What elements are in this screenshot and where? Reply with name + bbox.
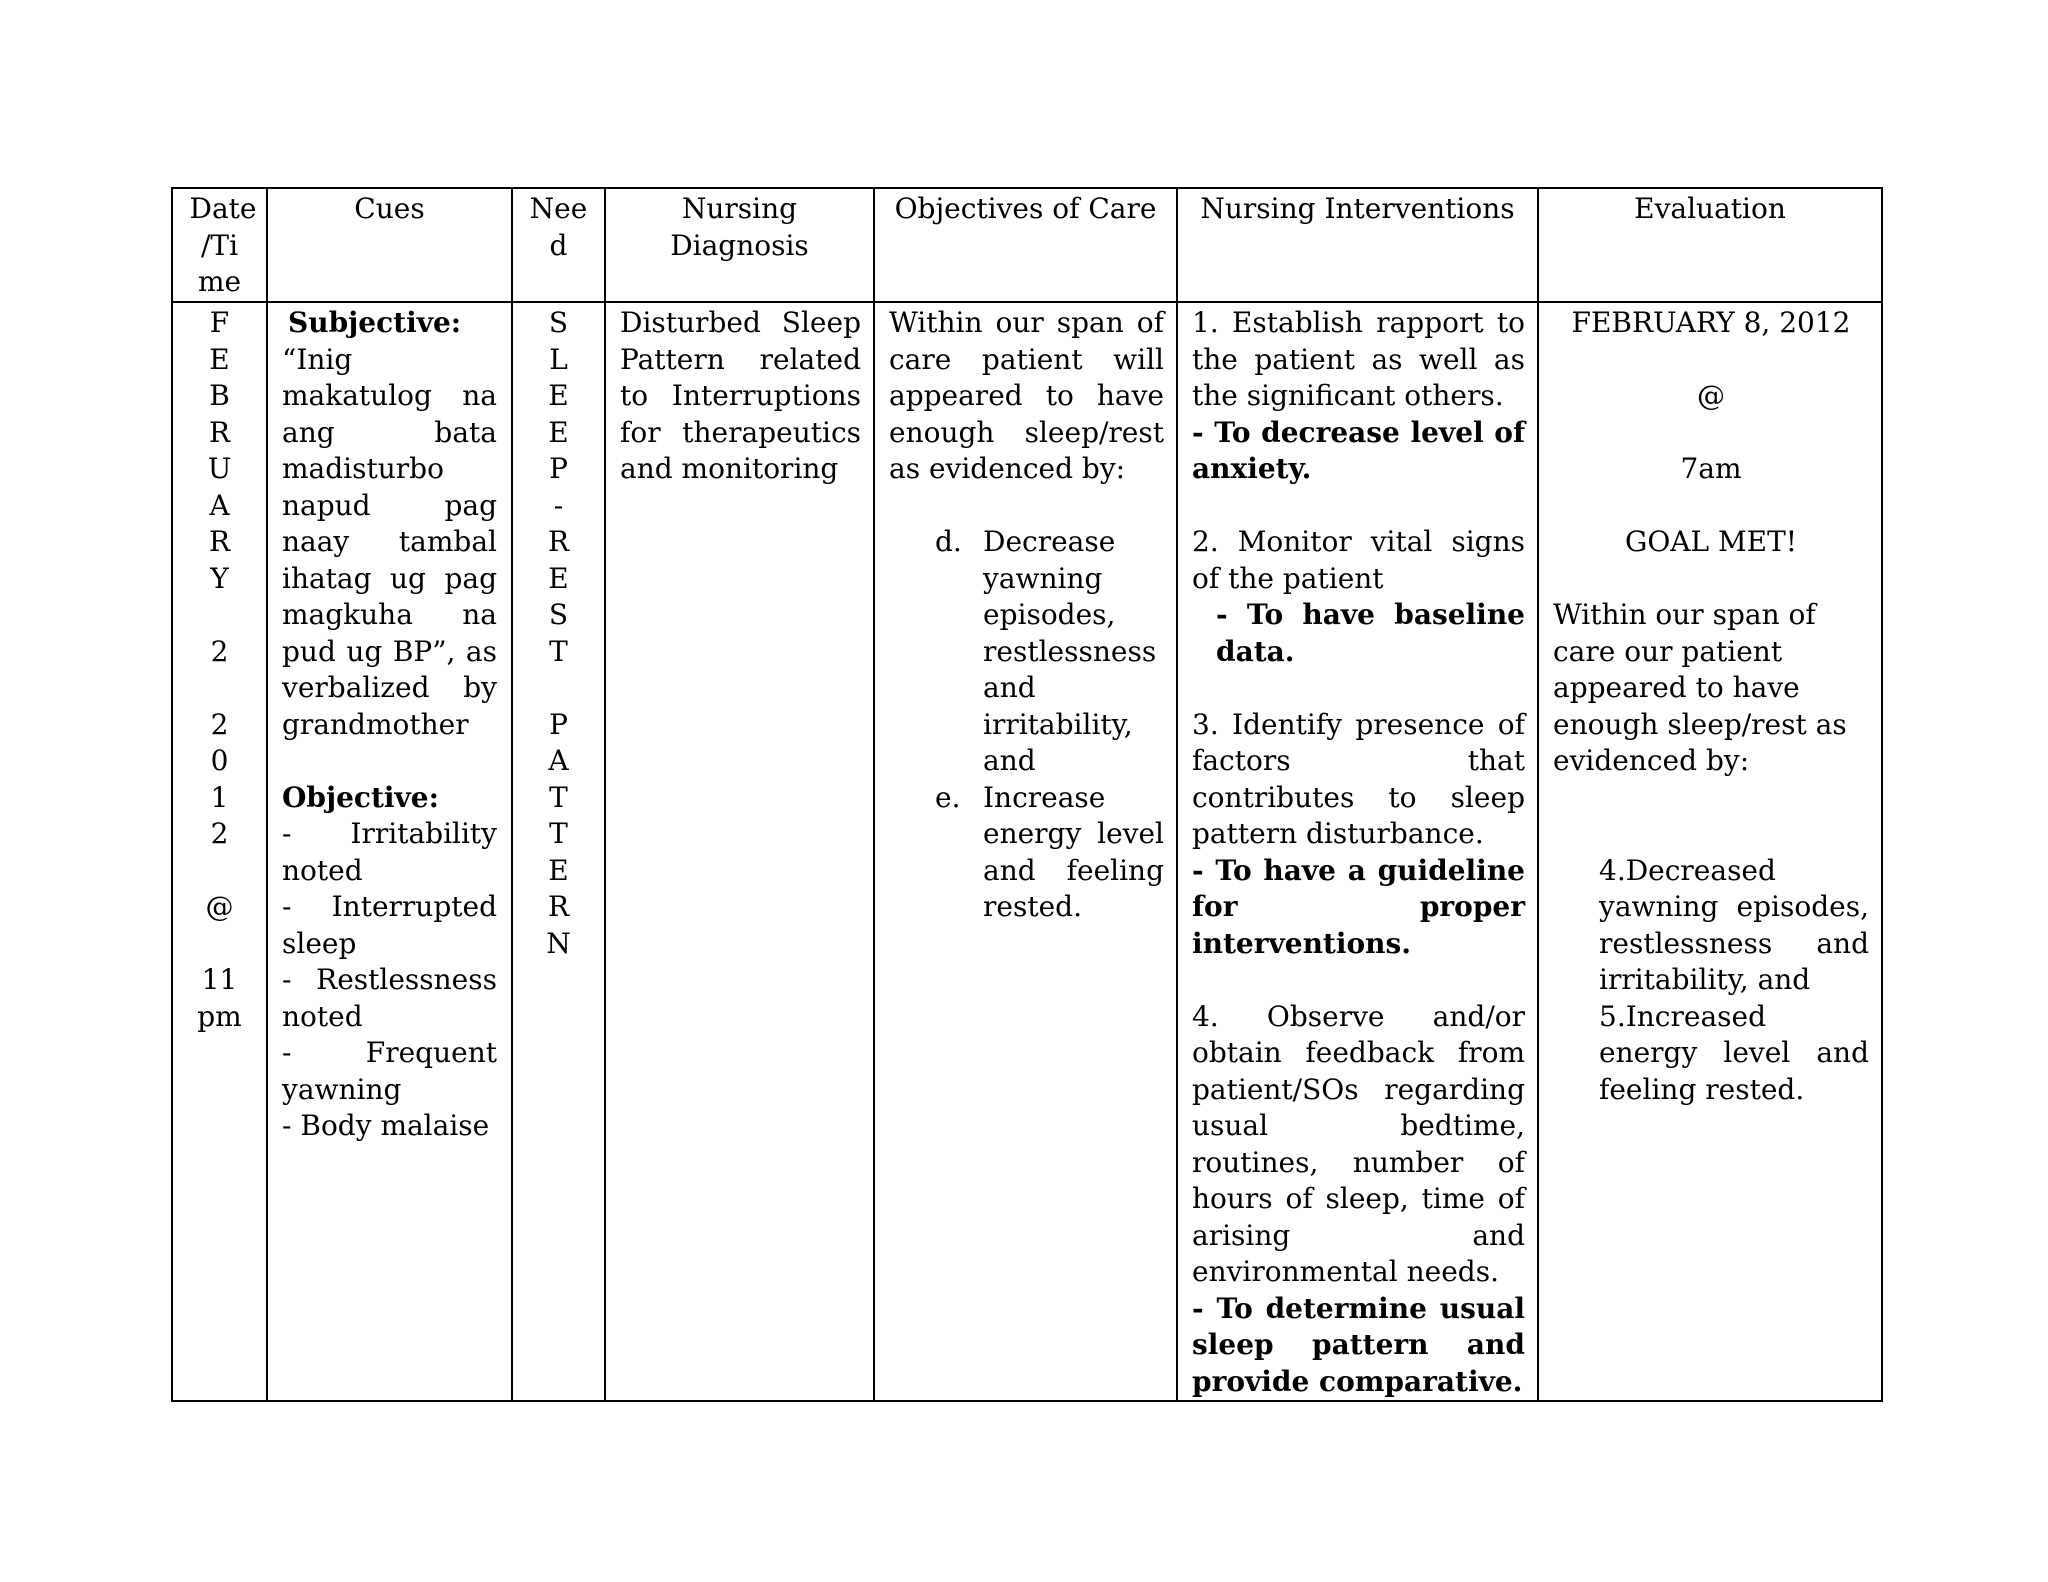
need-letter: S [548,306,569,339]
header-date-time: Date /Ti me [172,188,267,302]
evaluation-item: 5.Increased energy level and feeling rested. [1599,999,1869,1106]
month-letter: R [208,525,231,558]
rationale-4: - To determine usual sleep pattern and provide comparative. [1192,1291,1525,1398]
time-suffix: pm [197,999,242,1033]
need-letter: T [549,634,568,668]
intervention-2: 2. Monitor vital signs of the patient [1192,525,1525,595]
need-letter: E [548,379,569,412]
year-digit: 0 [210,744,229,777]
diagnosis-cell [605,302,874,1401]
header-need: Nee d [512,188,605,302]
header-cues: Cues [267,188,512,302]
need-cell [512,302,605,1401]
rationale-3: - To have a guideline for proper interventions. [1192,853,1525,960]
list-marker: d. [935,525,962,558]
header-row [172,188,1882,302]
objective-label: Objective: [282,780,439,814]
evaluation-at: @ [1697,379,1725,412]
evaluation-time: 7am [1680,452,1742,485]
year-digit: 1 [210,780,229,814]
need-letter: - [553,488,564,522]
need-letter: T [549,817,568,850]
year-digit: 2 [210,707,229,741]
at-symbol: @ [205,890,234,923]
need-letter: A [548,744,569,777]
intervention-4: 4. Observe and/or obtain feedback from patient/SOs regarding usual bedtime, routines, number of hours of sleep, time of arising and environmental needs. [1192,999,1525,1288]
need-letter: N [546,926,571,960]
evaluation-intro: Within our span of care our patient appeared to have enough sleep/rest as evidenced by: [1553,598,1847,777]
objective-item-e: e. Increase energy level and feeling rested. [935,780,1164,923]
month-letter: Y [210,561,229,595]
evaluation-date: FEBRUARY 8, 2012 [1571,306,1851,339]
header-objectives-of-care: Objectives of Care [874,188,1177,302]
need-letter: P [549,707,568,741]
month-letter: A [209,488,230,522]
subjective-label: Subjective: [288,306,462,339]
need-letter: R [547,890,570,923]
need-letter: T [549,780,568,814]
objective-item: - Frequent yawning [282,1036,497,1106]
date-time-cell [172,302,267,1401]
intervention-3: 3. Identify presence of factors that contributes to sleep pattern disturbance. [1192,707,1525,850]
month-letter: B [209,379,230,412]
list-marker: e. [935,780,961,814]
month-letter: E [209,342,230,376]
objective-item: - Restlessness noted [282,963,497,1033]
month-letter: U [207,452,232,485]
subjective-text: “Inig makatulog na ang bata madisturbo napud pag naay tambal ihatag ug pag magkuha na pud ug BP”, as verbalized by grandmother [282,342,497,741]
rationale-1: - To decrease level of anxiety. [1192,415,1525,485]
need-letter: E [548,853,569,887]
header-nursing-interventions: Nursing Interventions [1177,188,1538,302]
interventions-cell [1177,302,1538,1401]
cues-cell [267,302,512,1401]
month-letter: R [208,415,231,449]
objectives-list [889,524,1164,926]
objectives-intro: Within our span of care patient will appeared to have enough sleep/rest as evidenced by: [889,306,1164,485]
day: 2 [210,634,229,668]
evaluation-item: 4.Decreased yawning episodes, restlessness and irritability, and [1599,853,1869,996]
need-letter: E [548,415,569,449]
objectives-cell [874,302,1177,1401]
objective-item-d: d. Decrease yawning episodes, restlessness and irritability, and [935,525,1157,777]
rationale-2: - To have baseline data. [1216,598,1525,668]
goal-status: GOAL MET! [1624,525,1798,558]
objective-item: - Irritability noted [282,817,497,887]
need-letter: E [548,561,569,595]
intervention-1: 1. Establish rapport to the patient as well as the significant others. [1192,306,1525,412]
year-digit: 2 [210,817,229,850]
month-letter: F [209,306,230,339]
need-letter: L [549,342,568,376]
time-hour: 11 [201,963,238,996]
need-letter: R [547,525,570,558]
care-plan-row [172,302,1882,1401]
need-letter: P [549,452,568,485]
objective-item: - Body malaise [282,1109,490,1142]
objective-item: - Interrupted sleep [282,890,497,960]
need-letter: S [548,598,569,631]
diagnosis-text: Disturbed Sleep Pattern related to Interruptions for therapeutics and monitoring [620,306,861,485]
header-nursing-diagnosis: Nursing Diagnosis [605,188,874,302]
header-evaluation: Evaluation [1538,188,1882,302]
evaluation-cell [1538,302,1882,1401]
nursing-care-plan-table [171,187,1883,1402]
